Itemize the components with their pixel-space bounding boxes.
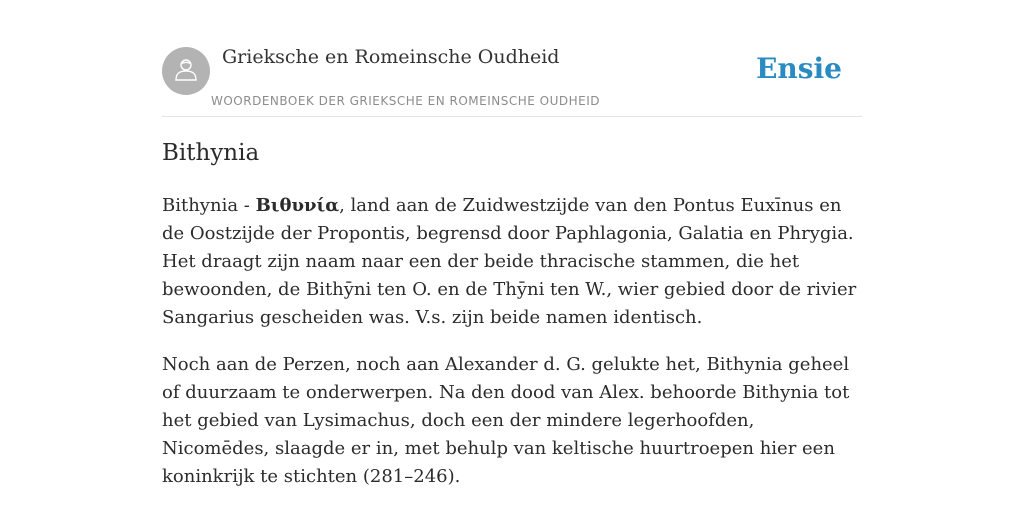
entry-content	[162, 192, 862, 510]
paragraph-2: Noch aan de Perzen, noch aan Alexander d. G. gelukte het, Bithynia geheel of duurzaam te onderwerpen. Na den dood van Alex. behoorde Bithynia tot het gebied van Lysimachus, doch een der mindere legerhoofden, Nicomēdes, slaagde er in, met behulp van keltische huurtroepen hier een koninkrijk te stichten (281–246).	[162, 354, 850, 487]
page	[162, 0, 862, 487]
ensie-logo[interactable]: Ensie	[756, 52, 842, 85]
entry-title: Bithynia	[162, 140, 260, 166]
avatar[interactable]	[162, 47, 210, 95]
source-subtitle: WOORDENBOEK DER GRIEKSCHE EN ROMEINSCHE OUDHEID	[211, 94, 601, 108]
source-title[interactable]: Grieksche en Romeinsche Oudheid	[222, 46, 560, 68]
paragraph-1	[162, 192, 862, 332]
paragraph-1-text: , land aan de Zuidwestzijde van den Pontus Euxīnus en de Oostzijde der Propontis, begrensd door Paphlagonia, Galatia en Phrygia. Het draagt zijn naam naar een der beide thracische stammen, die het bewoonden, de Bithȳni ten O. en de Thȳni ten W., wier gebied door de rivier Sangarius gescheiden was. V.s. zijn beide namen identisch.	[162, 195, 857, 328]
source-header	[162, 0, 862, 117]
entry-lead: Bithynia -	[162, 195, 256, 216]
user-icon	[172, 55, 200, 87]
greek-term: Βιθυνία	[255, 195, 340, 216]
